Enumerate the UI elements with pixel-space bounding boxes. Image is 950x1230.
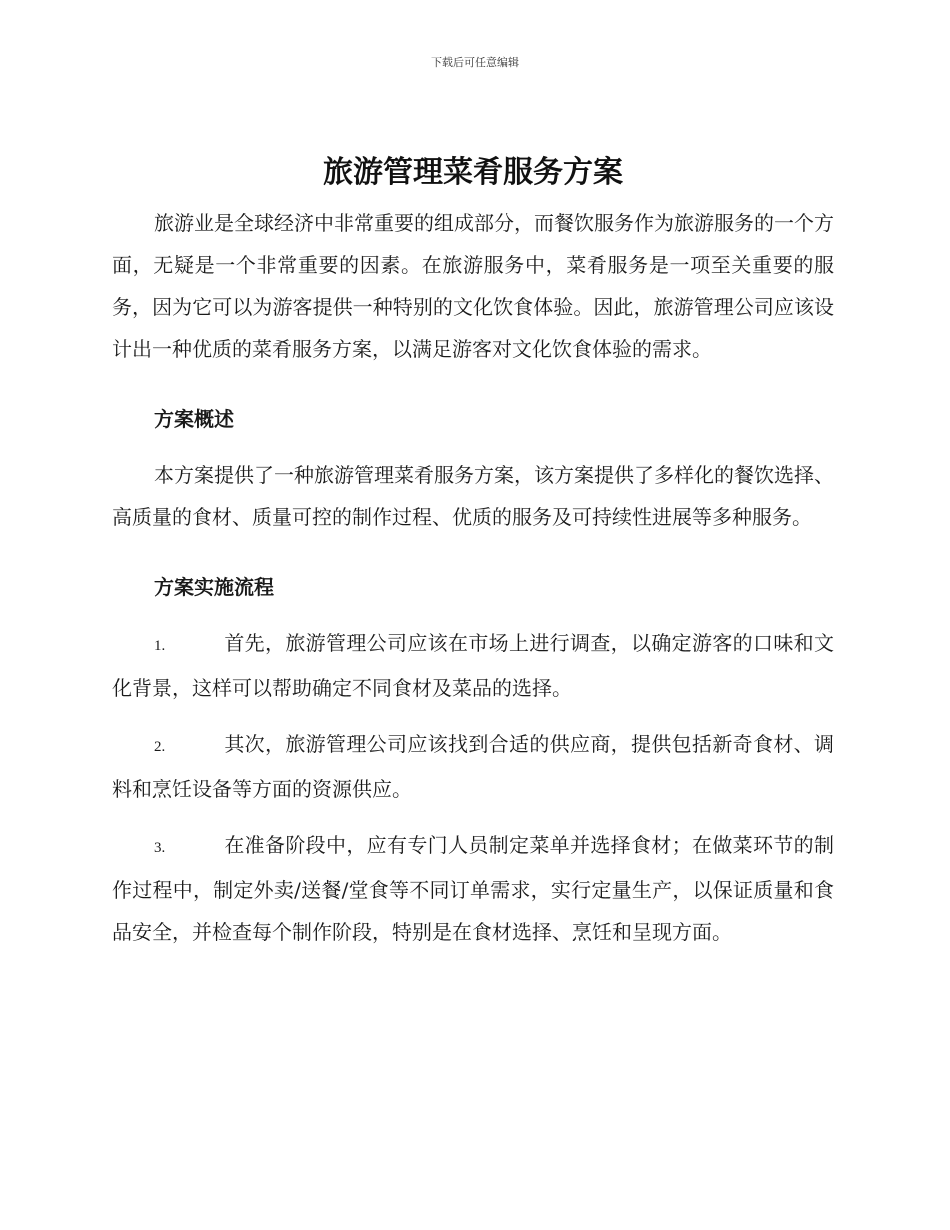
list-text: 其次，旅游管理公司应该找到合适的供应商，提供包括新奇食材、调料和烹饪设备等方面的资源供应。 <box>112 732 834 801</box>
list-number: 3. <box>154 840 166 856</box>
list-number: 2. <box>154 739 166 755</box>
document-body <box>112 150 834 967</box>
intro-paragraph: 旅游业是全球经济中非常重要的组成部分，而餐饮服务作为旅游服务的一个方面，无疑是一个非常重要的因素。在旅游服务中，菜肴服务是一项至关重要的服务，因为它可以为游客提供一种特别的文化饮食体验。因此，旅游管理公司应该设计出一种优质的菜肴服务方案，以满足游客对文化饮食体验的需求。 <box>112 211 834 361</box>
list-item <box>112 824 834 953</box>
list-number: 1. <box>154 638 166 654</box>
list-text: 首先，旅游管理公司应该在市场上进行调查，以确定游客的口味和文化背景，这样可以帮助确定不同食材及菜品的选择。 <box>112 631 834 700</box>
section-heading-overview: 方案概述 <box>154 407 234 431</box>
section-heading-process: 方案实施流程 <box>154 575 274 599</box>
list-item <box>112 622 834 709</box>
header-note: 下载后可任意编辑 <box>431 56 519 69</box>
list-item <box>112 723 834 810</box>
list-text: 在准备阶段中，应有专门人员制定菜单并选择食材；在做菜环节的制作过程中，制定外卖/送餐/堂食等不同订单需求，实行定量生产，以保证质量和食品安全，并检查每个制作阶段，特别是在食材选择、烹饪和呈现方面。 <box>112 833 834 944</box>
overview-paragraph: 本方案提供了一种旅游管理菜肴服务方案，该方案提供了多样化的餐饮选择、高质量的食材、质量可控的制作过程、优质的服务及可持续性进展等多种服务。 <box>112 463 834 529</box>
document-title: 旅游管理菜肴服务方案 <box>323 155 623 190</box>
